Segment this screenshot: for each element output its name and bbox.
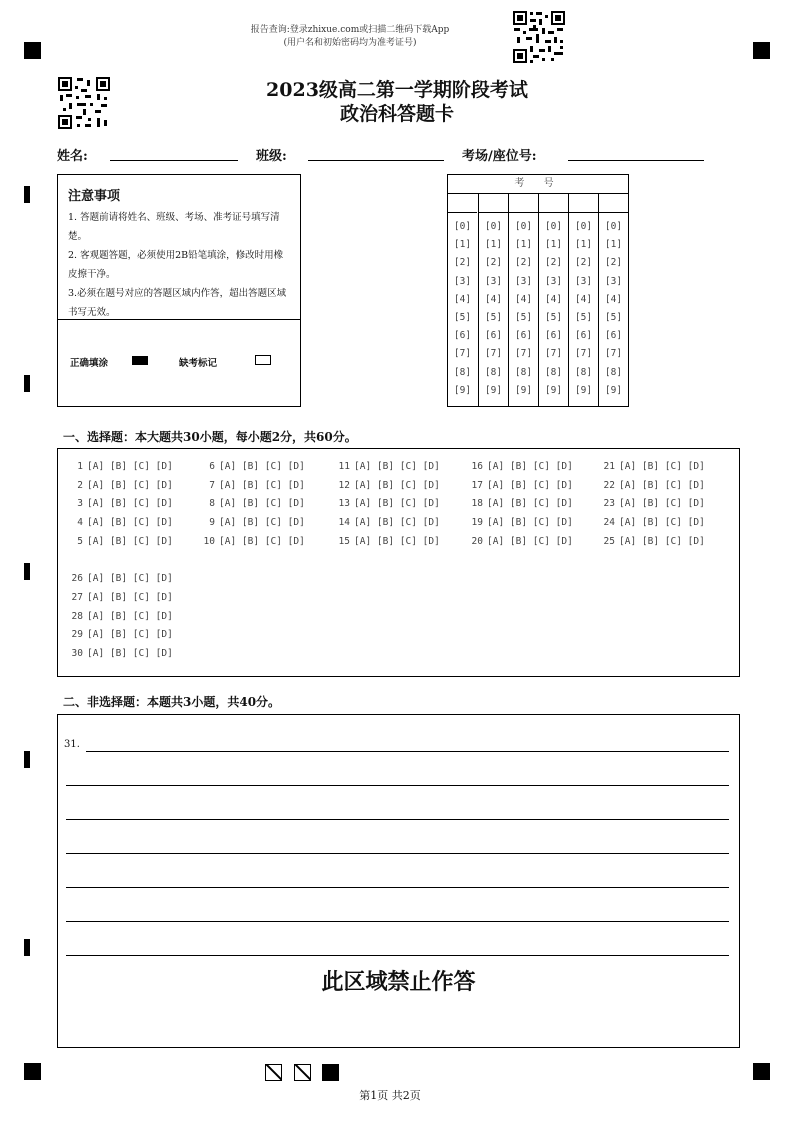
exam-number-digit-bubble[interactable]: [4] (484, 293, 503, 305)
question-21 (600, 461, 705, 472)
question-number: 16 (471, 461, 483, 472)
exam-number-digit-bubble[interactable]: [5] (514, 312, 533, 323)
answer-options[interactable]: [A] [B] [C] [D] (219, 479, 305, 491)
exam-number-digit-bubble[interactable]: [8] (574, 366, 593, 378)
answer-options[interactable]: [A] [B] [C] [D] (354, 479, 440, 491)
exam-number-digit-bubble[interactable]: [7] (544, 348, 563, 360)
absent-label: 缺考标记 (179, 358, 218, 369)
exam-number-digit-bubble[interactable]: [6] (544, 330, 563, 342)
notice-item: 2. 客观题答题，必须使用2B铅笔填涂，修改时用橡皮擦干净。 (68, 250, 284, 280)
seat-label: 考场/座位号: (462, 149, 537, 164)
question-25 (600, 536, 705, 547)
answer-options[interactable]: [A] [B] [C] [D] (487, 479, 573, 491)
query-line: 报告查询:登录zhixue.com或扫描二维码下载App (250, 25, 450, 35)
answer-options[interactable]: [A] [B] [C] [D] (354, 517, 440, 529)
exam-title-line1: 2023级高二第一学期阶段考试 (266, 79, 528, 101)
question-16 (468, 461, 573, 472)
question-number: 15 (338, 535, 350, 547)
exam-number-digit-bubble[interactable]: [9] (574, 384, 593, 396)
question-18 (468, 498, 573, 509)
question-number: 8 (209, 498, 215, 510)
question-17 (468, 480, 573, 491)
exam-number-digit-bubble[interactable]: [8] (484, 366, 503, 378)
exam-number-digit-bubble[interactable]: [4] (604, 293, 623, 305)
exam-number-digit-bubble[interactable]: [1] (574, 239, 593, 251)
exam-number-digit-bubble[interactable]: [0] (514, 221, 533, 232)
section2-title: 二、非选择题：本题共3小题，共40分。 (63, 695, 281, 709)
exam-number-digit-bubble[interactable]: [6] (574, 330, 593, 342)
question-26 (68, 573, 173, 584)
answer-options[interactable]: [A] [B] [C] [D] (219, 517, 305, 529)
class-label: 班级: (256, 149, 287, 164)
question-5 (68, 536, 173, 547)
exam-number-write-cell[interactable] (599, 194, 628, 213)
answer-options[interactable]: [A] [B] [C] [D] (354, 461, 440, 472)
exam-number-digit-bubble[interactable]: [0] (544, 221, 563, 232)
question-31-label: 31. (64, 739, 80, 750)
exam-number-digit-bubble[interactable]: [1] (514, 239, 533, 251)
question-number: 12 (338, 479, 350, 491)
correct-fill-sample (132, 356, 148, 365)
question-24 (600, 517, 705, 528)
answer-options[interactable]: [A] [B] [C] [D] (87, 461, 173, 472)
question-number: 19 (471, 517, 483, 529)
question-3 (68, 498, 173, 509)
question-6 (200, 461, 305, 472)
exam-number-digit-bubble[interactable]: [5] (604, 312, 623, 323)
answer-options[interactable]: [A] [B] [C] [D] (487, 535, 573, 547)
question-9 (200, 517, 305, 528)
student-info-row (55, 145, 755, 165)
answer-options[interactable]: [A] [B] [C] [D] (219, 461, 305, 472)
page-code-box (294, 1064, 311, 1081)
account-line: (用户名和初始密码均为准考证号) (283, 38, 417, 48)
exam-number-digit-bubble[interactable]: [1] (484, 239, 503, 251)
exam-number-digit-bubble[interactable]: [9] (514, 384, 533, 396)
answer-line[interactable] (66, 955, 729, 956)
exam-number-digit-bubble[interactable]: [2] (544, 257, 563, 269)
question-number: 24 (603, 517, 615, 529)
question-7 (200, 480, 305, 491)
seat-field[interactable] (568, 160, 704, 161)
exam-number-caption: 考 号 (448, 175, 628, 194)
name-label: 姓名: (57, 149, 88, 164)
correct-fill-label: 正确填涂 (70, 358, 109, 369)
page-code-box (265, 1064, 282, 1081)
side-mark (24, 563, 30, 580)
question-number: 6 (209, 461, 215, 472)
answer-options[interactable]: [A] [B] [C] [D] (487, 517, 573, 529)
free-response-area (57, 714, 740, 1048)
question-number: 25 (603, 535, 615, 547)
exam-number-digit-bubble[interactable]: [9] (484, 384, 503, 396)
exam-number-digit-bubble[interactable]: [6] (453, 330, 472, 342)
question-28 (68, 611, 173, 622)
exam-number-digit-bubble[interactable]: [5] (544, 312, 563, 323)
exam-number-digit-bubble[interactable]: [2] (604, 257, 623, 269)
corner-mark-top-left (24, 42, 41, 59)
question-11 (335, 461, 440, 472)
section1-title: 一、选择题：本大题共30小题，每小题2分，共60分。 (63, 430, 357, 444)
question-23 (600, 498, 705, 509)
exam-number-grid (447, 174, 629, 407)
answer-options[interactable]: [A] [B] [C] [D] (354, 535, 440, 547)
side-mark (24, 375, 30, 392)
question-number: 18 (471, 498, 483, 510)
exam-number-digit-bubble[interactable]: [4] (514, 293, 533, 305)
question-1 (68, 461, 173, 472)
answer-options[interactable]: [A] [B] [C] [D] (354, 498, 440, 510)
exam-number-column (508, 194, 538, 406)
question-14 (335, 517, 440, 528)
answer-line[interactable] (66, 921, 729, 922)
exam-number-write-cell[interactable] (569, 194, 598, 213)
corner-mark-bottom-right (753, 1063, 770, 1080)
answer-options[interactable]: [A] [B] [C] [D] (87, 648, 173, 659)
question-12 (335, 480, 440, 491)
exam-number-digit-bubble[interactable]: [7] (484, 348, 503, 360)
answer-options[interactable]: [A] [B] [C] [D] (87, 610, 173, 622)
exam-number-digit-bubble[interactable]: [2] (514, 257, 533, 269)
question-number: 23 (603, 498, 615, 510)
multiple-choice-area (57, 448, 740, 677)
exam-number-digit-bubble[interactable]: [9] (544, 384, 563, 396)
question-8 (200, 498, 305, 509)
question-22 (600, 480, 705, 491)
question-number: 14 (338, 517, 350, 529)
question-number: 9 (209, 517, 215, 529)
exam-number-digit-bubble[interactable]: [6] (514, 330, 533, 342)
side-mark (24, 186, 30, 203)
exam-number-digit-bubble[interactable]: [1] (604, 239, 623, 251)
question-number: 2 (77, 479, 83, 491)
answer-options[interactable]: [A] [B] [C] [D] (87, 479, 173, 491)
answer-options[interactable]: [A] [B] [C] [D] (619, 535, 705, 547)
question-number: 5 (77, 535, 83, 547)
question-number: 27 (71, 591, 83, 603)
answer-options[interactable]: [A] [B] [C] [D] (87, 591, 173, 603)
question-number: 11 (338, 461, 350, 472)
exam-number-digit-bubble[interactable]: [2] (484, 257, 503, 269)
exam-number-digit-bubble[interactable]: [3] (453, 275, 472, 287)
exam-number-digit-bubble[interactable]: [0] (453, 221, 472, 232)
question-27 (68, 592, 173, 603)
answer-options[interactable]: [A] [B] [C] [D] (487, 498, 573, 510)
question-number: 7 (209, 479, 215, 491)
exam-number-column (448, 194, 477, 406)
exam-number-digit-bubble[interactable]: [3] (514, 275, 533, 287)
answer-options[interactable]: [A] [B] [C] [D] (619, 517, 705, 529)
notice-divider (58, 319, 300, 320)
exam-number-digit-bubble[interactable]: [1] (453, 239, 472, 251)
question-number: 1 (77, 461, 83, 472)
exam-number-digit-bubble[interactable]: [8] (453, 366, 472, 378)
notice-box (57, 174, 301, 407)
side-mark (24, 939, 30, 956)
exam-number-digit-bubble[interactable]: [4] (544, 293, 563, 305)
question-29 (68, 629, 173, 640)
exam-number-digit-bubble[interactable]: [8] (544, 366, 563, 378)
exam-number-write-cell[interactable] (509, 194, 538, 213)
question-number: 20 (471, 535, 483, 547)
exam-number-digit-bubble[interactable]: [3] (484, 275, 503, 287)
corner-mark-top-right (753, 42, 770, 59)
forbidden-area-text: 此区域禁止作答 (321, 969, 476, 995)
exam-number-column (478, 194, 508, 406)
exam-number-digit-bubble[interactable]: [0] (574, 221, 593, 232)
answer-options[interactable]: [A] [B] [C] [D] (619, 461, 705, 472)
exam-number-digit-bubble[interactable]: [6] (604, 330, 623, 342)
exam-number-digit-bubble[interactable]: [6] (484, 330, 503, 342)
exam-number-digit-bubble[interactable]: [7] (604, 348, 623, 360)
answer-options[interactable]: [A] [B] [C] [D] (619, 498, 705, 510)
exam-number-digit-bubble[interactable]: [9] (453, 384, 472, 396)
corner-mark-bottom-left (24, 1063, 41, 1080)
exam-number-digit-bubble[interactable]: [3] (574, 275, 593, 287)
report-query-note (200, 24, 500, 50)
exam-title (200, 78, 594, 126)
exam-number-digit-bubble[interactable]: [7] (574, 348, 593, 360)
card-qr-code-image (57, 76, 111, 130)
download-qr-code-image[interactable] (512, 10, 566, 64)
answer-options[interactable]: [A] [B] [C] [D] (219, 535, 305, 547)
exam-number-digit-bubble[interactable]: [5] (574, 312, 593, 323)
notice-heading: 注意事项 (68, 189, 121, 204)
exam-number-digit-bubble[interactable]: [0] (604, 221, 623, 232)
notice-body (68, 208, 290, 322)
exam-number-write-cell[interactable] (448, 194, 477, 213)
exam-number-digit-bubble[interactable]: [0] (484, 221, 503, 232)
question-number: 28 (71, 610, 83, 622)
answer-options[interactable]: [A] [B] [C] [D] (219, 498, 305, 510)
question-number: 29 (71, 629, 83, 641)
exam-number-write-cell[interactable] (479, 194, 508, 213)
exam-number-digit-bubble[interactable]: [5] (484, 312, 503, 323)
question-2 (68, 480, 173, 491)
question-number: 26 (71, 573, 83, 585)
exam-number-digit-bubble[interactable]: [3] (604, 275, 623, 287)
answer-line[interactable] (66, 853, 729, 854)
answer-line[interactable] (86, 751, 729, 752)
absent-checkbox[interactable] (255, 355, 271, 365)
answer-options[interactable]: [A] [B] [C] [D] (87, 517, 173, 529)
exam-number-column (568, 194, 598, 406)
exam-number-digit-bubble[interactable]: [8] (604, 366, 623, 378)
exam-number-digit-bubble[interactable]: [5] (453, 312, 472, 323)
exam-number-column (598, 194, 628, 406)
question-10 (200, 536, 305, 547)
answer-options[interactable]: [A] [B] [C] [D] (87, 573, 173, 585)
side-mark (24, 751, 30, 768)
answer-options[interactable]: [A] [B] [C] [D] (87, 535, 173, 547)
exam-number-digit-bubble[interactable]: [8] (514, 366, 533, 378)
exam-number-digit-bubble[interactable]: [7] (453, 348, 472, 360)
answer-line[interactable] (66, 887, 729, 888)
exam-number-digit-bubble[interactable]: [3] (544, 275, 563, 287)
question-number: 3 (77, 498, 83, 510)
exam-number-digit-bubble[interactable]: [2] (453, 257, 472, 269)
exam-number-digit-bubble[interactable]: [9] (604, 384, 623, 396)
question-number: 13 (338, 498, 350, 510)
exam-number-write-cell[interactable] (539, 194, 568, 213)
question-19 (468, 517, 573, 528)
page-number: 第1页 共2页 (359, 1089, 421, 1102)
question-number: 21 (603, 461, 615, 472)
question-15 (335, 536, 440, 547)
answer-options[interactable]: [A] [B] [C] [D] (619, 479, 705, 491)
question-number: 30 (71, 648, 83, 659)
answer-options[interactable]: [A] [B] [C] [D] (87, 629, 173, 641)
notice-item: 3.必须在题号对应的答题区域内作答，超出答题区域书写无效。 (68, 288, 287, 318)
question-13 (335, 498, 440, 509)
question-number: 4 (77, 517, 83, 529)
exam-number-digit-bubble[interactable]: [7] (514, 348, 533, 360)
answer-line[interactable] (66, 819, 729, 820)
exam-number-digit-bubble[interactable]: [2] (574, 257, 593, 269)
question-20 (468, 536, 573, 547)
exam-title-line2: 政治科答题卡 (339, 103, 454, 125)
page-code-box-filled (322, 1064, 339, 1081)
notice-item: 1. 答题前请将姓名、班级、考场、准考证号填写清楚。 (68, 212, 280, 242)
question-4 (68, 517, 173, 528)
question-number: 17 (471, 479, 483, 491)
name-field[interactable] (110, 160, 238, 161)
question-number: 10 (203, 535, 215, 547)
exam-number-digit-bubble[interactable]: [4] (453, 293, 472, 305)
exam-number-digit-bubble[interactable]: [1] (544, 239, 563, 251)
exam-number-digit-bubble[interactable]: [4] (574, 293, 593, 305)
exam-number-column (538, 194, 568, 406)
class-field[interactable] (308, 160, 444, 161)
question-30 (68, 648, 173, 659)
answer-options[interactable]: [A] [B] [C] [D] (487, 461, 573, 472)
answer-line[interactable] (66, 785, 729, 786)
answer-options[interactable]: [A] [B] [C] [D] (87, 498, 173, 510)
question-number: 22 (603, 479, 615, 491)
